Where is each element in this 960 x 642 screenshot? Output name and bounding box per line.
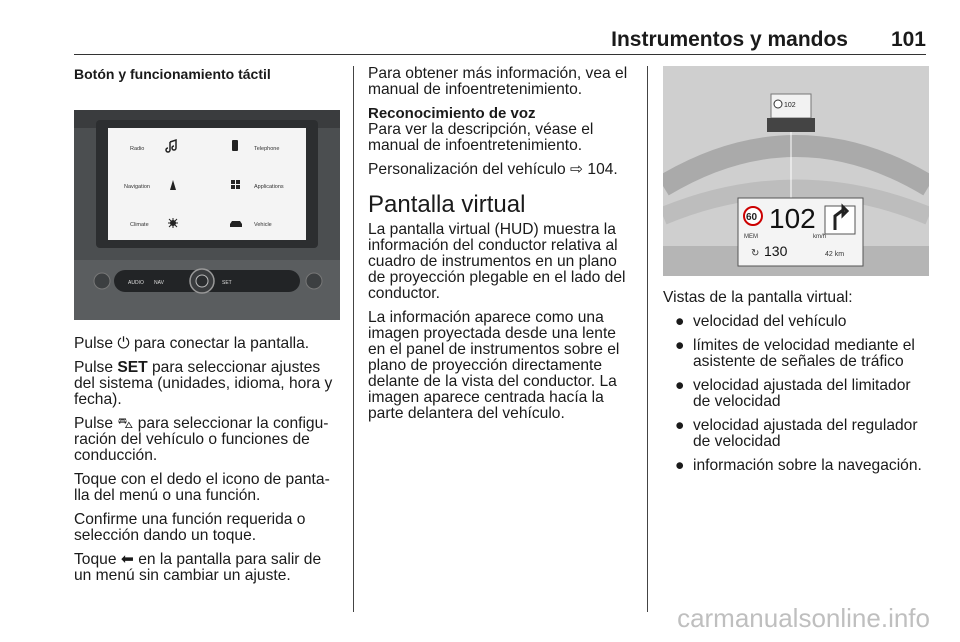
header-rule [74,54,926,55]
vehicle-icon: ⛍ [117,415,134,432]
label-telephone: Telephone [254,146,280,152]
page-reference: 104. [587,161,618,178]
column-divider-1 [353,66,354,612]
text-fragment: Pulse [74,359,118,376]
speed-unit: km/h [813,234,827,240]
paragraph-touch: Toque con el dedo el icono de panta‐ lla del menú o una función. [74,471,330,504]
bullet-icon: ● [675,417,685,434]
page-title: Instrumentos y mandos [611,28,848,51]
mem-label: MEM [744,234,758,240]
climate-icon [168,218,178,228]
list-item [663,418,929,450]
bullet-icon: ● [675,337,685,354]
paragraph-back [74,552,342,584]
column-3 [663,66,929,482]
list-item-text: velocidad ajustada del limitador de velocidad [693,377,911,410]
section-heading: Pantalla virtual [368,191,526,218]
label-radio: Radio [130,146,145,152]
paragraph-set [74,360,342,408]
set-speed: 130 [764,243,788,259]
paragraph-hud-intro: La pantalla virtual (HUD) muestra la información del conductor relativa al cuadro de instrumentos en un plano de proyección plegable en el lado del conductor. [368,221,626,302]
label-navigation: Navigation [124,184,150,190]
page-header [74,26,926,52]
current-speed: 102 [769,203,816,234]
label-vehicle: Vehicle [254,222,272,228]
voice-recognition-heading: Reconocimiento de voz [368,105,536,122]
set-button-label: SET [222,280,232,286]
hud-views-list [663,314,929,474]
text-fragment: en la pantalla para salir de un menú sin cambiar un ajuste. [74,551,322,584]
paragraph-confirm: Confirme una función requerida o selección dando un toque. [74,511,306,544]
text-fragment: para seleccionar ajustes del sistema (unidades, idioma, hora y fecha). [74,359,333,408]
subheading: Botón y funcionamiento táctil [74,66,271,82]
paragraph-infotainment: Para obtener más información, vea el manual de infoentretenimiento. [368,65,628,98]
set-label: SET [117,359,148,376]
power-icon: ⏻ [117,335,130,352]
audio-button-label: AUDIO [128,280,144,286]
text-fragment: Pulse [74,415,118,432]
hud-drawing [663,66,929,276]
list-item-text: velocidad del vehículo [693,313,847,330]
list-item-text: velocidad ajustada del regulador de velocidad [693,417,918,450]
bullet-icon: ● [675,377,685,394]
small-speed: 102 [784,102,796,109]
text-fragment: Pulse [74,335,118,352]
text-fragment: Personalización del vehículo [368,161,570,178]
page-ref-icon: ⇨ [569,161,588,178]
label-climate: Climate [130,222,149,228]
list-item-text: límites de velocidad mediante el asistente de señales de tráfico [693,337,915,370]
touchscreen-illustration [74,110,340,320]
column-1 [74,66,342,592]
paragraph-hud-projection: La información aparece como una imagen proyectada desde una lente en el panel de instrumentos sobre el plano de proyección directamente delante de la vista del conductor. La imagen aparece centrada hacía la parte delantera del vehículo. [368,309,620,422]
paragraph-power [74,336,342,352]
nav-button-label: NAV [154,280,164,286]
paragraph-vehicle-config [74,416,342,464]
list-item [663,458,929,474]
car-icon [230,221,242,227]
column-2 [368,66,634,430]
back-arrow-icon: ⬅ [120,551,134,568]
list-item [663,378,929,410]
cruise-icon: ↻ [751,248,760,259]
page-number: 101 [890,28,926,51]
paragraph-personalization [368,162,634,178]
column-divider-2 [647,66,648,612]
list-item [663,338,929,370]
watermark: carmanualsonline.info [677,603,930,633]
speed-limit-value: 60 [746,212,758,223]
paragraph-voice: Para ver la descripción, véase el manual de infoentretenimiento. [368,121,594,154]
text-fragment: para seleccionar la configu‐ ración del vehículo o funciones de conducción. [74,415,329,464]
hud-views-intro: Vistas de la pantalla virtual: [663,289,853,306]
label-applications: Applications [254,184,284,190]
bullet-icon: ● [675,313,685,330]
list-item [663,314,929,330]
bullet-icon: ● [675,457,685,474]
distance-label: 42 km [825,251,845,258]
nav-arrow-box [825,206,855,234]
phone-icon [232,140,238,151]
list-item-text: información sobre la navegación. [693,457,922,474]
touchscreen-drawing [74,110,340,320]
text-fragment: para conectar la pantalla. [129,335,310,352]
hud-illustration [663,66,929,276]
text-fragment: Toque [74,551,121,568]
